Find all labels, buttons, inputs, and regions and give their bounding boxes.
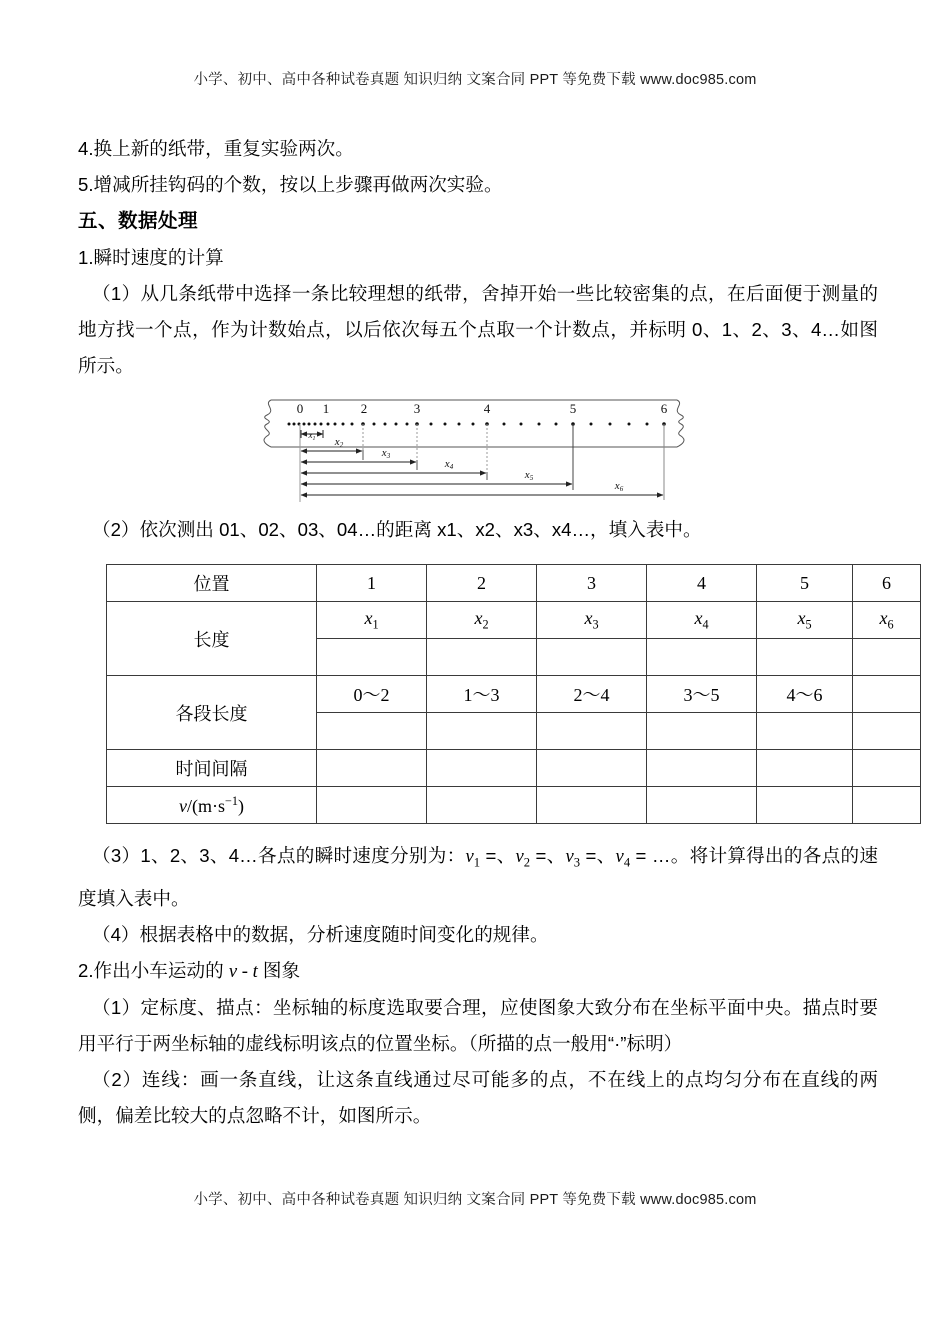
cell-interval-5[interactable] (757, 750, 853, 787)
cell-interval-2[interactable] (427, 750, 537, 787)
cell-segment-range-2: 1～3 (427, 676, 537, 713)
subsection-1-title: 1.瞬时速度的计算 (78, 247, 224, 268)
cell-length-symbol-3: $x_3$ (537, 602, 647, 639)
figure-container (78, 394, 878, 512)
cell-length-value-6[interactable] (853, 639, 921, 676)
paper-tape-diagram (253, 394, 698, 506)
cell-segment-value-6[interactable] (853, 713, 921, 750)
step-5-line: 5.增减所挂钩码的个数，按以上步骤再做两次实验。 (78, 174, 503, 195)
item1-paragraph-1: （1）从几条纸带中选择一条比较理想的纸带，舍掉开始一些比较密集的点，在后面便于测量的地方找一个点，作为计数始点，以后依次每五个点取一个计数点，并标明 0、1、2、3、4…如图所示。 (78, 283, 878, 376)
svg-text:6: 6 (660, 401, 668, 416)
cell-position-5: 5 (757, 565, 853, 602)
cell-segment-value-2[interactable] (427, 713, 537, 750)
svg-text:x3: x3 (381, 447, 391, 460)
row-label-velocity: $v/(m\cdot s^{-1})$ (107, 787, 317, 824)
vt-graph-symbol: v - t (228, 960, 258, 982)
cell-segment-range-5: 4～6 (757, 676, 853, 713)
cell-velocity-2[interactable] (427, 787, 537, 824)
cell-position-1: 1 (317, 565, 427, 602)
cell-velocity-3[interactable] (537, 787, 647, 824)
data-table-wrapper (78, 564, 894, 824)
section-heading-data-processing: 五、数据处理 (78, 210, 199, 232)
cell-segment-range-6 (853, 676, 921, 713)
cell-length-value-3[interactable] (537, 639, 647, 676)
subsection-2-title-prefix: 2.作出小车运动的 (78, 959, 229, 981)
cell-interval-3[interactable] (537, 750, 647, 787)
table-row-velocity (107, 787, 921, 824)
svg-text:1: 1 (322, 401, 330, 416)
cell-velocity-5[interactable] (757, 787, 853, 824)
item1-paragraph-3-suffix: 。将计算得出的各点的速度填入表中。 (78, 845, 878, 909)
cell-length-symbol-6: $x_6$ (853, 602, 921, 639)
svg-text:0: 0 (296, 401, 304, 416)
cell-interval-6[interactable] (853, 750, 921, 787)
cell-interval-4[interactable] (647, 750, 757, 787)
svg-text:x1: $x_1$ (308, 430, 316, 442)
cell-interval-1[interactable] (317, 750, 427, 787)
document-body (78, 131, 894, 1134)
cell-velocity-1[interactable] (317, 787, 427, 824)
cell-segment-range-4: 3～5 (647, 676, 757, 713)
svg-text:x6: x6 (614, 480, 624, 493)
running-footer: 小学、初中、高中各种试卷真题 知识归纳 文案合同 PPT 等免费下载 www.doc985.com (193, 1192, 757, 1208)
cell-length-value-1[interactable] (317, 639, 427, 676)
cell-length-value-5[interactable] (757, 639, 853, 676)
svg-text:2: 2 (360, 401, 368, 416)
table-row-position (107, 565, 921, 602)
svg-text:x2: x2 (334, 436, 344, 449)
cell-position-6: 6 (853, 565, 921, 602)
item1-paragraph-2: （2）依次测出 01、02、03、04…的距离 x1、x2、x3、x4…，填入表中。 (92, 519, 702, 540)
row-label-segment-length: 各段长度 (107, 676, 317, 750)
cell-velocity-6[interactable] (853, 787, 921, 824)
cell-segment-range-1: 0～2 (317, 676, 427, 713)
svg-text:x4: x4 (444, 458, 454, 471)
running-header: 小学、初中、高中各种试卷真题 知识归纳 文案合同 PPT 等免费下载 www.doc985.com (193, 72, 757, 88)
row-label-length: 长度 (107, 602, 317, 676)
cell-length-value-4[interactable] (647, 639, 757, 676)
cell-length-symbol-4: $x_4$ (647, 602, 757, 639)
svg-text:x5: x5 (524, 469, 534, 482)
table-row-time-interval (107, 750, 921, 787)
cell-segment-value-3[interactable] (537, 713, 647, 750)
row-label-time-interval: 时间间隔 (107, 750, 317, 787)
cell-length-value-2[interactable] (427, 639, 537, 676)
svg-text:3: 3 (413, 401, 421, 416)
item1-paragraph-4: （4）根据表格中的数据，分析速度随时间变化的规律。 (92, 923, 549, 945)
measurement-table (106, 564, 921, 824)
cell-segment-value-5[interactable] (757, 713, 853, 750)
item2-paragraph-2: （2）连线：画一条直线，让这条直线通过尽可能多的点，不在线上的点均匀分布在直线的两侧，偏差比较大的点忽略不计，如图所示。 (78, 1068, 878, 1126)
cell-segment-range-3: 2～4 (537, 676, 647, 713)
item2-paragraph-1: （1）定标度、描点：坐标轴的标度选取要合理，应使图象大致分布在坐标平面中央。描点时要用平行于两坐标轴的虚线标明该点的位置坐标。（所描的点一般用“·”标明） (78, 996, 878, 1054)
svg-text:5: 5 (569, 401, 577, 416)
table-row-segment-ranges (107, 676, 921, 713)
row-label-position: 位置 (107, 565, 317, 602)
cell-length-symbol-1: $x_1$ (317, 602, 427, 639)
cell-position-4: 4 (647, 565, 757, 602)
step-4-line: 4.换上新的纸带，重复实验两次。 (78, 138, 354, 159)
cell-segment-value-1[interactable] (317, 713, 427, 750)
cell-length-symbol-2: $x_2$ (427, 602, 537, 639)
subsection-2-title-suffix: 图象 (257, 959, 301, 981)
cell-position-3: 3 (537, 565, 647, 602)
cell-segment-value-4[interactable] (647, 713, 757, 750)
item1-paragraph-3 (78, 838, 878, 917)
cell-velocity-4[interactable] (647, 787, 757, 824)
subsection-2-title (78, 953, 878, 990)
cell-position-2: 2 (427, 565, 537, 602)
cell-length-symbol-5: $x_5$ (757, 602, 853, 639)
svg-text:4: 4 (483, 401, 491, 416)
item1-paragraph-3-prefix: （3）1、2、3、4…各点的瞬时速度分别为： (92, 845, 466, 866)
table-row-length-symbols (107, 602, 921, 639)
velocity-formula-list: $v_1$ =、$v_2$ =、$v_3$ =、$v_4$ = … (465, 845, 671, 870)
